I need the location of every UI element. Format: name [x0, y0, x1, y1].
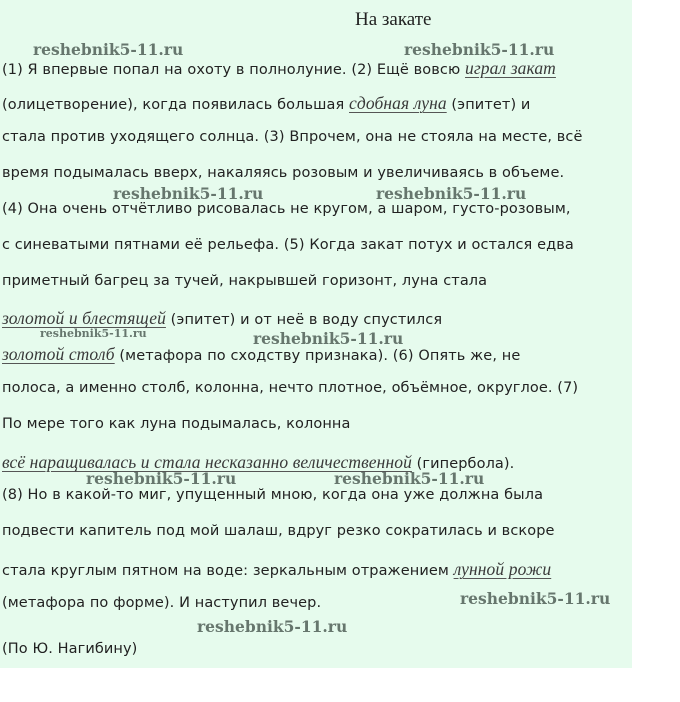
- text-line: [2, 129, 583, 145]
- line-text: (По Ю. Нагибину): [2, 641, 138, 657]
- text-line: [2, 559, 551, 580]
- watermark: reshebnik5-11.ru: [40, 327, 147, 340]
- page-title: На закате: [355, 9, 432, 30]
- highlighted-phrase: лунной рожи: [453, 559, 552, 579]
- watermark: reshebnik5-11.ru: [86, 469, 237, 488]
- line-text: (1) Я впервые попал на охоту в полнолуние. (2) Ещё вовсю: [2, 62, 466, 78]
- highlighted-phrase: золотой и блестящей: [2, 308, 166, 328]
- text-line: [2, 273, 487, 289]
- watermark: reshebnik5-11.ru: [334, 469, 485, 488]
- line-text: (4) Она очень отчётливо рисовалась не кругом, а шаром, густо-розовым,: [2, 201, 571, 217]
- line-text: подвести капитель под мой шалаш, вдруг резко сократилась и вскоре: [2, 523, 555, 539]
- text-line: [2, 237, 574, 253]
- text-line: [2, 93, 530, 114]
- line-text: (олицетворение), когда появилась большая: [2, 97, 350, 113]
- line-text: стала круглым пятном на воде: зеркальным отражением: [2, 563, 454, 579]
- line-text: (метафора по форме). И наступил вечер.: [2, 595, 322, 611]
- watermark: reshebnik5-11.ru: [253, 329, 404, 348]
- line-text: (метафора по сходству признака). (6) Опять же, не: [114, 348, 521, 364]
- text-line: [2, 201, 571, 217]
- watermark: reshebnik5-11.ru: [113, 184, 264, 203]
- line-text: приметный багрец за тучей, накрывшей горизонт, луна стала: [2, 273, 488, 289]
- highlighted-phrase: всё наращивалась и стала несказанно величественной: [2, 452, 412, 472]
- line-text: (гипербола).: [411, 456, 515, 472]
- line-text: с синеватыми пятнами её рельефа. (5) Когда закат потух и остался едва: [2, 237, 574, 253]
- text-line: [2, 58, 556, 79]
- line-text: (эпитет) и от неё в воду спустился: [165, 312, 443, 328]
- text-line: [2, 165, 564, 181]
- text-line: [2, 523, 555, 539]
- text-line: [2, 416, 350, 432]
- watermark: reshebnik5-11.ru: [197, 617, 348, 636]
- text-line: [2, 308, 442, 329]
- watermark: reshebnik5-11.ru: [460, 589, 611, 608]
- watermark: reshebnik5-11.ru: [376, 184, 527, 203]
- line-text: полоса, а именно столб, колонна, нечто плотное, объёмное, округлое. (7): [2, 380, 579, 396]
- line-text: время подымалась вверх, накаляясь розовым и увеличиваясь в объеме.: [2, 165, 565, 181]
- highlighted-phrase: сдобная луна: [349, 93, 447, 113]
- highlighted-phrase: играл закат: [465, 58, 556, 78]
- highlighted-phrase: золотой столб: [2, 344, 115, 364]
- line-text: стала против уходящего солнца. (3) Впрочем, она не стояла на месте, всё: [2, 129, 583, 145]
- line-text: (8) Но в какой-то миг, упущенный мною, когда она уже должна была: [2, 487, 544, 503]
- text-line: [2, 595, 321, 611]
- watermark: reshebnik5-11.ru: [33, 40, 184, 59]
- text-line: [2, 487, 543, 503]
- line-text: (эпитет) и: [446, 97, 531, 113]
- watermark: reshebnik5-11.ru: [404, 40, 555, 59]
- text-line: [2, 380, 578, 396]
- text-line: [2, 641, 137, 657]
- line-text: По мере того как луна подымалась, колонна: [2, 416, 351, 432]
